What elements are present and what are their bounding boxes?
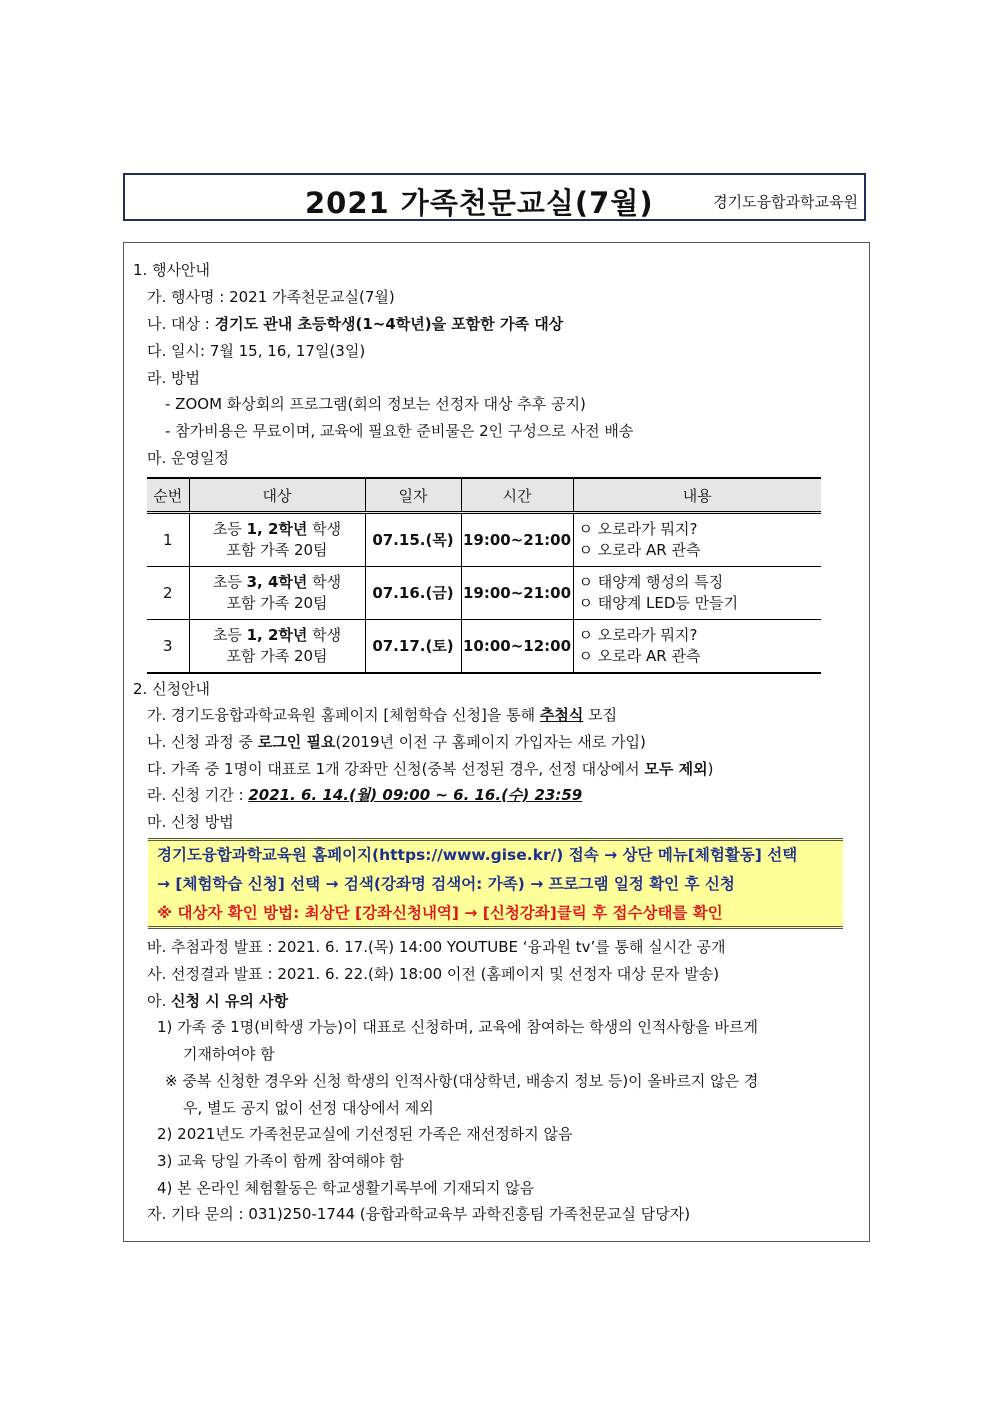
caution-star-cont: 우, 별도 공지 없이 선정 대상에서 제외	[183, 1099, 434, 1117]
result-announcement: 사. 선정결과 발표 : 2021. 6. 22.(화) 18:00 이전 (홈페이지 및 선정자 대상 문자 발송)	[147, 965, 720, 983]
row-content: ㅇ 태양계 행성의 특징 ㅇ 태양계 LED등 만들기	[573, 567, 821, 620]
event-name: 가. 행사명 : 2021 가족천문교실(7월)	[147, 288, 395, 306]
apply-period-value: 2021. 6. 14.(월) 09:00 ~ 6. 16.(수) 23:59	[248, 786, 583, 804]
header-time: 시간	[461, 478, 573, 513]
caution-3: 3) 교육 당일 가족이 함께 참여해야 함	[157, 1152, 404, 1170]
row-target: 초등 3, 4학년 학생 포함 가족 20팀	[189, 567, 365, 620]
header-no: 순번	[147, 478, 189, 513]
table-row	[147, 567, 821, 620]
lottery-emphasis: 추첨식	[539, 706, 584, 724]
page-title: 2021 가족천문교실(7월)	[305, 186, 654, 220]
apply-method-heading: 마. 신청 방법	[147, 813, 234, 831]
login-required: 로그인 필요	[257, 733, 336, 751]
exclude-all: 모두 제외	[644, 760, 708, 778]
method-step-1: 경기도융합과학교육원 홈페이지(https://www.gise.kr/) 접속 → 상단 메뉴[체험활동] 선택	[157, 846, 798, 864]
method-item-cost: - 참가비용은 무료이며, 교육에 필요한 준비물은 2인 구성으로 사전 배송	[165, 422, 634, 440]
apply-method-box	[148, 838, 843, 929]
row-date: 07.16.(금)	[365, 567, 461, 620]
row-no: 3	[147, 620, 189, 674]
table-row	[147, 513, 821, 567]
section2-heading: 2. 신청안내	[133, 680, 211, 698]
row-date: 07.15.(목)	[365, 513, 461, 567]
row-content: ㅇ 오로라가 뭐지? ㅇ 오로라 AR 관측	[573, 620, 821, 674]
event-target-value: 경기도 관내 초등학생(1~4학년)을 포함한 가족 대상	[214, 315, 564, 333]
table-row	[147, 620, 821, 674]
row-date: 07.17.(토)	[365, 620, 461, 674]
row-target: 초등 1, 2학년 학생 포함 가족 20팀	[189, 620, 365, 674]
method-check-note: ※ 대상자 확인 방법: 최상단 [강좌신청내역] → [신청강좌]클릭 후 접수상태를 확인	[157, 904, 723, 922]
header-content: 내용	[573, 478, 821, 513]
apply-login: 나. 신청 과정 중 로그인 필요(2019년 이전 구 홈페이지 가입자는 새로 가입)	[147, 733, 646, 751]
event-method: 라. 방법	[147, 369, 201, 387]
event-target-label: 나. 대상 :	[147, 315, 215, 333]
contact-info: 자. 기타 문의 : 031)250-1744 (융합과학교육부 과학진흥팀 가족천문교실 담당자)	[147, 1205, 691, 1223]
row-time: 19:00~21:00	[461, 513, 573, 567]
organization-name: 경기도융합과학교육원	[713, 193, 858, 211]
apply-one-per-family: 다. 가족 중 1명이 대표로 1개 강좌만 신청(중복 선정된 경우, 선정 대상에서 모두 제외)	[147, 760, 714, 778]
caution-2: 2) 2021년도 가족천문교실에 기선정된 가족은 재선정하지 않음	[157, 1125, 573, 1143]
caution-1-cont: 기재하여야 함	[183, 1045, 275, 1063]
event-target	[147, 314, 563, 334]
apply-via: 가. 경기도융합과학교육원 홈페이지 [체험학습 신청]을 통해 추첨식 모집	[147, 706, 618, 724]
lottery-announcement: 바. 추첨과정 발표 : 2021. 6. 17.(목) 14:00 YOUTUBE ‘융과원 tv’를 통해 실시간 공개	[147, 938, 726, 956]
header-date: 일자	[365, 478, 461, 513]
apply-period: 라. 신청 기간 : 2021. 6. 14.(월) 09:00 ~ 6. 16.(수) 23:59	[147, 786, 583, 804]
row-time: 10:00~12:00	[461, 620, 573, 674]
row-time: 19:00~21:00	[461, 567, 573, 620]
schedule-table	[147, 477, 821, 674]
method-step-2: → [체험학습 신청] 선택 → 검색(강좌명 검색어: 가족) → 프로그램 일정 확인 후 신청	[157, 875, 735, 893]
cautions-heading: 아. 신청 시 유의 사항	[147, 992, 289, 1010]
row-no: 1	[147, 513, 189, 567]
schedule-heading: 마. 운영일정	[147, 449, 229, 467]
caution-1: 1) 가족 중 1명(비학생 가능)이 대표로 신청하며, 교육에 참여하는 학생의 인적사항을 바르게	[157, 1018, 759, 1036]
event-date: 다. 일시: 7월 15, 16, 17일(3일)	[147, 342, 366, 360]
caution-star: ※ 중복 신청한 경우와 신청 학생의 인적사항(대상학년, 배송지 정보 등)이 올바르지 않은 경	[165, 1072, 759, 1090]
header-target: 대상	[189, 478, 365, 513]
row-no: 2	[147, 567, 189, 620]
caution-4: 4) 본 온라인 체험활동은 학교생활기록부에 기재되지 않음	[157, 1179, 535, 1197]
row-target: 초등 1, 2학년 학생 포함 가족 20팀	[189, 513, 365, 567]
cautions-title: 신청 시 유의 사항	[171, 992, 289, 1010]
table-header-row	[147, 478, 821, 513]
row-content: ㅇ 오로라가 뭐지? ㅇ 오로라 AR 관측	[573, 513, 821, 567]
method-item-zoom: - ZOOM 화상회의 프로그램(회의 정보는 선정자 대상 추후 공지)	[165, 395, 586, 413]
section1-heading: 1. 행사안내	[133, 261, 211, 279]
title-box	[123, 173, 866, 221]
